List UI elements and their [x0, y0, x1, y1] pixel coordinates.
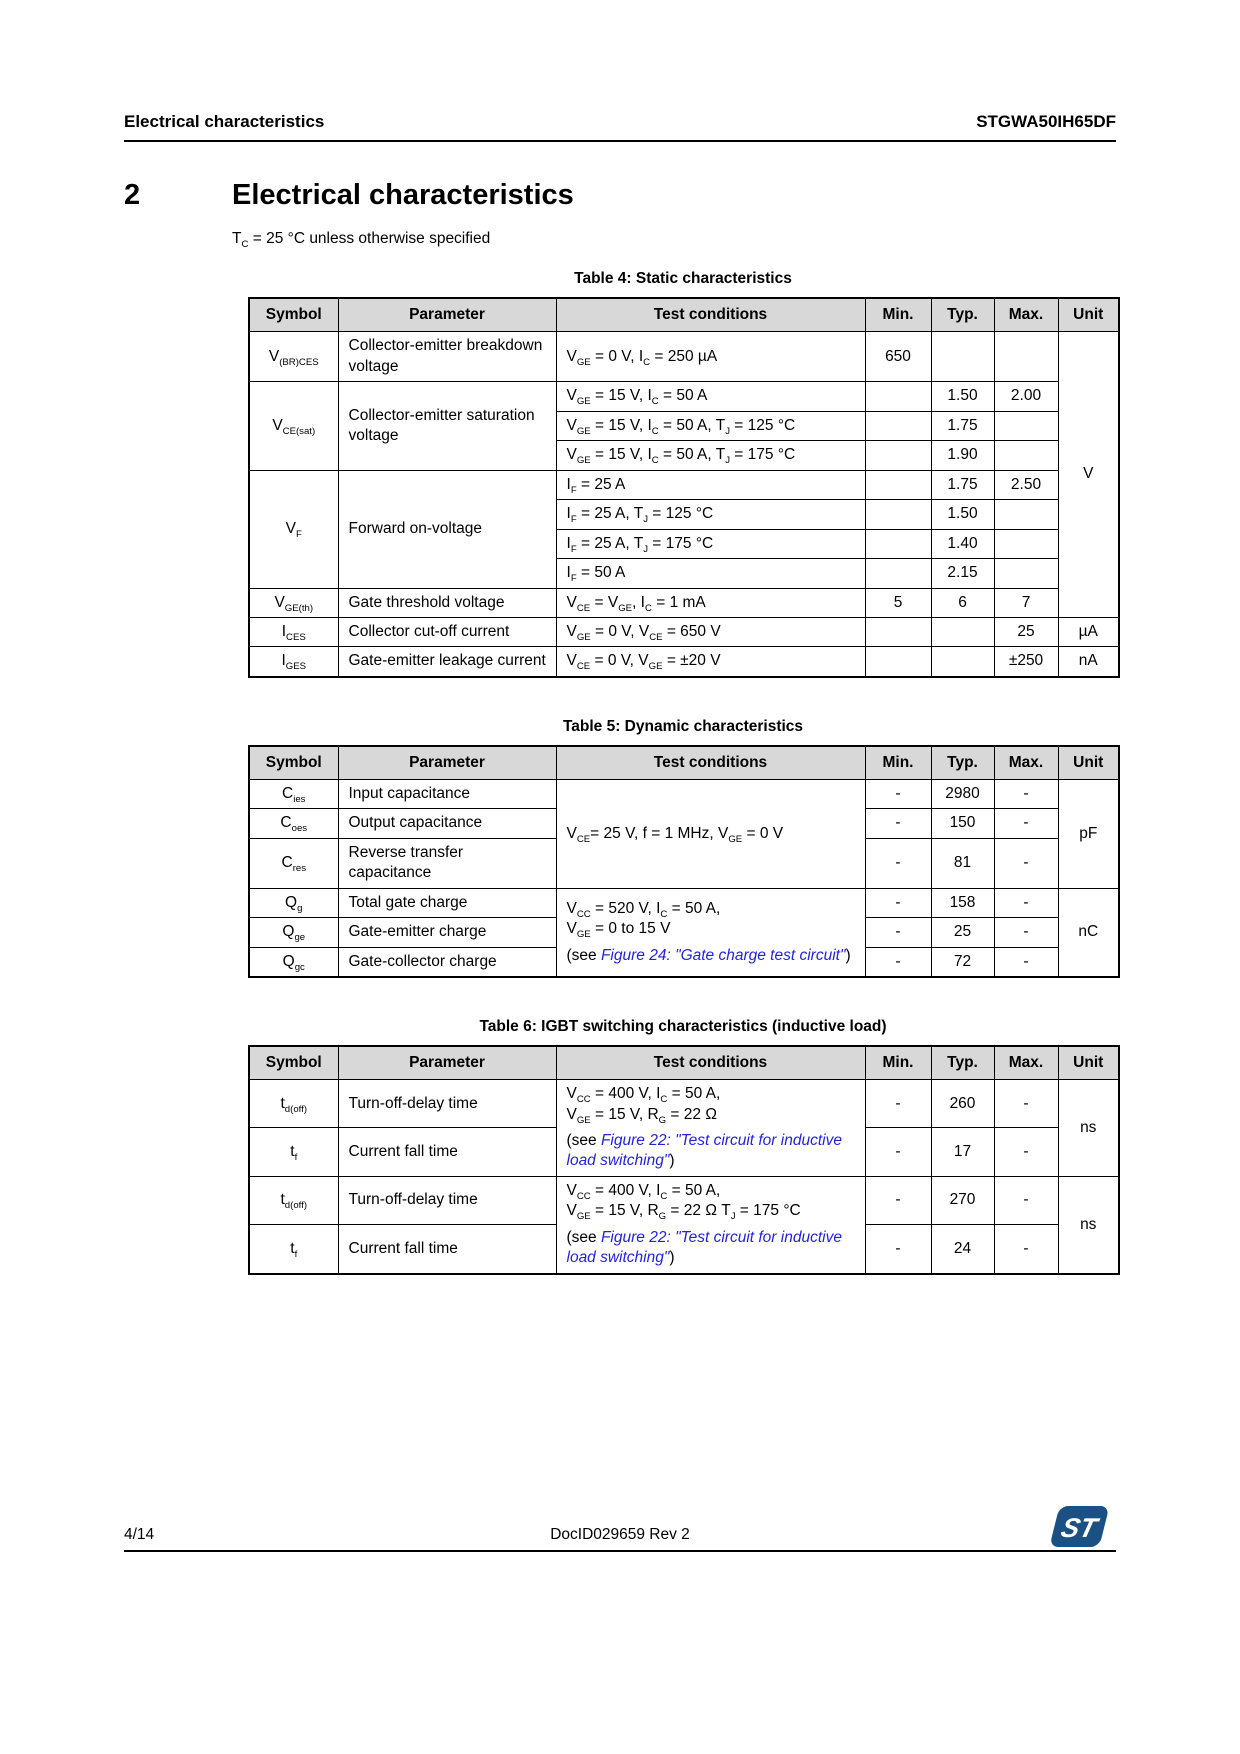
- max-cell: -: [994, 918, 1058, 947]
- max-cell: [994, 529, 1058, 558]
- column-header: Symbol: [249, 746, 338, 780]
- column-header: Max.: [994, 746, 1058, 780]
- unit-cell: nC: [1058, 888, 1119, 977]
- table-row: [249, 470, 1119, 499]
- test-conditions-cell: $I_F = 25$ A: [556, 470, 865, 499]
- unit-cell: pF: [1058, 779, 1119, 888]
- typ-cell: 24: [931, 1225, 994, 1274]
- parameter-cell: Collector-emitter breakdown voltage: [338, 332, 556, 382]
- min-cell: -: [865, 1176, 931, 1224]
- test-conditions-cell: $I_F = 25$ A, $T_J = 125$ °C: [556, 500, 865, 529]
- max-cell: [994, 500, 1058, 529]
- unit-cell: µA: [1058, 617, 1119, 646]
- min-cell: -: [865, 888, 931, 917]
- table-row: [249, 617, 1119, 646]
- max-cell: 7: [994, 588, 1058, 617]
- typ-cell: 260: [931, 1080, 994, 1128]
- min-cell: [865, 411, 931, 440]
- typ-cell: 1.75: [931, 411, 994, 440]
- parameter-cell: Gate threshold voltage: [338, 588, 556, 617]
- symbol-cell: $Q_{gc}$: [249, 947, 338, 977]
- table-row: [249, 888, 1119, 917]
- symbol-cell: $C_{ies}$: [249, 779, 338, 808]
- parameter-cell: Turn-off-delay time: [338, 1176, 556, 1224]
- test-conditions-cell: $V_{CE} = V_{GE}$, $I_C = 1$ mA: [556, 588, 865, 617]
- unit-cell: nA: [1058, 647, 1119, 677]
- header-rule: [124, 140, 1116, 142]
- footer-doc-id: DocID029659 Rev 2: [550, 1526, 690, 1543]
- test-conditions-cell: $V_{CE} = 0$ V, $V_{GE} = \pm 20$ V: [556, 647, 865, 677]
- table-row: [249, 1176, 1119, 1224]
- switching-characteristics-table: [248, 1045, 1120, 1275]
- symbol-cell: $V_{(BR)CES}$: [249, 332, 338, 382]
- typ-cell: [931, 647, 994, 677]
- test-conditions-cell: $I_F = 25$ A, $T_J = 175$ °C: [556, 529, 865, 558]
- symbol-cell: $I_{CES}$: [249, 617, 338, 646]
- max-cell: [994, 411, 1058, 440]
- figure-link[interactable]: Figure 22: "Test circuit for inductive load switching": [566, 1131, 842, 1170]
- dynamic-characteristics-section: [248, 718, 1118, 978]
- max-cell: -: [994, 838, 1058, 888]
- figure-link[interactable]: Figure 24: "Gate charge test circuit": [600, 946, 846, 964]
- running-header: [124, 0, 1116, 132]
- test-conditions-cell: $V_{GE} = 0$ V, $V_{CE} = 650$ V: [556, 617, 865, 646]
- min-cell: [865, 441, 931, 470]
- max-cell: -: [994, 1225, 1058, 1274]
- dynamic-characteristics-table: [248, 745, 1120, 978]
- symbol-cell: $t_f$: [249, 1225, 338, 1274]
- symbol-cell: $C_{res}$: [249, 838, 338, 888]
- typ-cell: 1.50: [931, 500, 994, 529]
- min-cell: [865, 617, 931, 646]
- page-footer: [124, 1498, 1116, 1552]
- parameter-cell: Output capacitance: [338, 809, 556, 838]
- min-cell: -: [865, 918, 931, 947]
- column-header: Parameter: [338, 298, 556, 332]
- symbol-cell: $Q_{ge}$: [249, 918, 338, 947]
- table-title: Table 4: Static characteristics: [574, 270, 792, 288]
- typ-cell: 1.75: [931, 470, 994, 499]
- typ-cell: 150: [931, 809, 994, 838]
- column-header: Unit: [1058, 1046, 1119, 1080]
- parameter-cell: Gate-emitter leakage current: [338, 647, 556, 677]
- parameter-cell: Collector cut-off current: [338, 617, 556, 646]
- typ-cell: [931, 332, 994, 382]
- test-conditions-cell: $V_{GE} = 15$ V, $I_C = 50$ A: [556, 382, 865, 411]
- parameter-cell: Total gate charge: [338, 888, 556, 917]
- typ-cell: [931, 617, 994, 646]
- figure-link[interactable]: Figure 22: "Test circuit for inductive load switching": [566, 1228, 842, 1267]
- max-cell: -: [994, 1176, 1058, 1224]
- max-cell: 25: [994, 617, 1058, 646]
- min-cell: [865, 529, 931, 558]
- max-cell: -: [994, 1080, 1058, 1128]
- typ-cell: 2.15: [931, 559, 994, 588]
- typ-cell: 6: [931, 588, 994, 617]
- typ-cell: 25: [931, 918, 994, 947]
- running-header-left: Electrical characteristics: [124, 112, 325, 131]
- footer-page-number: 4/14: [124, 1526, 155, 1543]
- min-cell: 650: [865, 332, 931, 382]
- min-cell: -: [865, 947, 931, 977]
- max-cell: -: [994, 888, 1058, 917]
- typ-cell: 72: [931, 947, 994, 977]
- max-cell: [994, 441, 1058, 470]
- parameter-cell: Forward on-voltage: [338, 470, 556, 588]
- column-header: Parameter: [338, 1046, 556, 1080]
- min-cell: [865, 647, 931, 677]
- column-header: Min.: [865, 298, 931, 332]
- unit-cell: ns: [1058, 1080, 1119, 1177]
- column-header: Test conditions: [556, 1046, 865, 1080]
- table-row: [249, 647, 1119, 677]
- typ-cell: 81: [931, 838, 994, 888]
- column-header: Parameter: [338, 746, 556, 780]
- symbol-cell: $t_{d(off)}$: [249, 1176, 338, 1224]
- column-header: Min.: [865, 1046, 931, 1080]
- table-row: [249, 1080, 1119, 1128]
- test-conditions-cell: $V_{CC} = 400$ V, $I_C = 50$ A, $V_{GE} = 15$ V, $R_G = 22$ Ω (see Figure 22: "Test circuit for inductive load switching"): [556, 1080, 865, 1177]
- parameter-cell: Input capacitance: [338, 779, 556, 808]
- typ-cell: 1.90: [931, 441, 994, 470]
- test-conditions-cell: $V_{CC} = 400$ V, $I_C = 50$ A, $V_{GE} = 15$ V, $R_G = 22$ Ω $T_J = 175$ °C (see Figure 22: "Test circuit for inductive load switching"): [556, 1176, 865, 1273]
- column-header: Typ.: [931, 1046, 994, 1080]
- max-cell: -: [994, 947, 1058, 977]
- column-header: Symbol: [249, 1046, 338, 1080]
- column-header: Typ.: [931, 746, 994, 780]
- column-header: Test conditions: [556, 746, 865, 780]
- header-row: [249, 746, 1119, 780]
- footer-rule: [124, 1550, 1116, 1552]
- svg-text:ST: ST: [1058, 1512, 1101, 1543]
- column-header: Unit: [1058, 298, 1119, 332]
- test-conditions-cell: $V_{CC} = 520$ V, $I_C = 50$ A, $V_{GE} = 0$ to 15 V (see Figure 24: "Gate charge test circuit"): [556, 888, 865, 977]
- section-heading: [124, 180, 1116, 210]
- column-header: Typ.: [931, 298, 994, 332]
- unit-cell: V: [1058, 332, 1119, 618]
- min-cell: [865, 470, 931, 499]
- max-cell: -: [994, 809, 1058, 838]
- max-cell: -: [994, 779, 1058, 808]
- typ-cell: 1.50: [931, 382, 994, 411]
- symbol-cell: $V_{GE(th)}$: [249, 588, 338, 617]
- min-cell: -: [865, 838, 931, 888]
- symbol-cell: $I_{GES}$: [249, 647, 338, 677]
- symbol-cell: $t_f$: [249, 1128, 338, 1176]
- typ-cell: 270: [931, 1176, 994, 1224]
- parameter-cell: Current fall time: [338, 1225, 556, 1274]
- max-cell: -: [994, 1128, 1058, 1176]
- test-conditions-cell: $V_{GE} = 0$ V, $I_C = 250$ µA: [556, 332, 865, 382]
- table-row: [249, 779, 1119, 808]
- table-row: [249, 382, 1119, 411]
- symbol-cell: $t_{d(off)}$: [249, 1080, 338, 1128]
- conditions-note: $T_C = 25$ °C unless otherwise specified: [232, 230, 491, 251]
- symbol-cell: $V_F$: [249, 470, 338, 588]
- switching-characteristics-section: [248, 1018, 1118, 1275]
- table-title: Table 5: Dynamic characteristics: [562, 717, 804, 735]
- typ-cell: 2980: [931, 779, 994, 808]
- static-characteristics-section: [248, 270, 1118, 677]
- min-cell: -: [865, 1128, 931, 1176]
- test-conditions-cell: $V_{GE} = 15$ V, $I_C = 50$ A, $T_J = 125$ °C: [556, 411, 865, 440]
- symbol-cell: $C_{oes}$: [249, 809, 338, 838]
- section-number: 2: [124, 179, 141, 211]
- column-header: Unit: [1058, 746, 1119, 780]
- typ-cell: 158: [931, 888, 994, 917]
- max-cell: 2.50: [994, 470, 1058, 499]
- parameter-cell: Current fall time: [338, 1128, 556, 1176]
- section-title: Electrical characteristics: [232, 179, 574, 211]
- table-row: [249, 588, 1119, 617]
- table-title: Table 6: IGBT switching characteristics (inductive load): [479, 1018, 887, 1036]
- max-cell: [994, 559, 1058, 588]
- column-header: Max.: [994, 1046, 1058, 1080]
- test-conditions-cell: $V_{GE} = 15$ V, $I_C = 50$ A, $T_J = 175$ °C: [556, 441, 865, 470]
- parameter-cell: Gate-emitter charge: [338, 918, 556, 947]
- min-cell: -: [865, 779, 931, 808]
- min-cell: [865, 559, 931, 588]
- parameter-cell: Turn-off-delay time: [338, 1080, 556, 1128]
- unit-cell: ns: [1058, 1176, 1119, 1273]
- test-conditions-cell: $I_F = 50$ A: [556, 559, 865, 588]
- column-header: Min.: [865, 746, 931, 780]
- header-row: [249, 298, 1119, 332]
- min-cell: -: [865, 809, 931, 838]
- parameter-cell: Gate-collector charge: [338, 947, 556, 977]
- running-header-right: STGWA50IH65DF: [976, 112, 1116, 131]
- header-row: [249, 1046, 1119, 1080]
- typ-cell: 17: [931, 1128, 994, 1176]
- column-header: Symbol: [249, 298, 338, 332]
- min-cell: [865, 382, 931, 411]
- max-cell: [994, 332, 1058, 382]
- symbol-cell: $Q_g$: [249, 888, 338, 917]
- min-cell: -: [865, 1225, 931, 1274]
- min-cell: [865, 500, 931, 529]
- static-characteristics-table: [248, 297, 1120, 677]
- st-logo: [1046, 1504, 1110, 1550]
- table-row: [249, 332, 1119, 382]
- min-cell: 5: [865, 588, 931, 617]
- parameter-cell: Reverse transfer capacitance: [338, 838, 556, 888]
- test-conditions-cell: $V_{CE}= 25$ V, f = 1 MHz, $V_{GE} = 0$ V: [556, 779, 865, 888]
- column-header: Test conditions: [556, 298, 865, 332]
- min-cell: -: [865, 1080, 931, 1128]
- typ-cell: 1.40: [931, 529, 994, 558]
- symbol-cell: $V_{CE(sat)}$: [249, 382, 338, 470]
- parameter-cell: Collector-emitter saturation voltage: [338, 382, 556, 470]
- column-header: Max.: [994, 298, 1058, 332]
- max-cell: 2.00: [994, 382, 1058, 411]
- max-cell: ±250: [994, 647, 1058, 677]
